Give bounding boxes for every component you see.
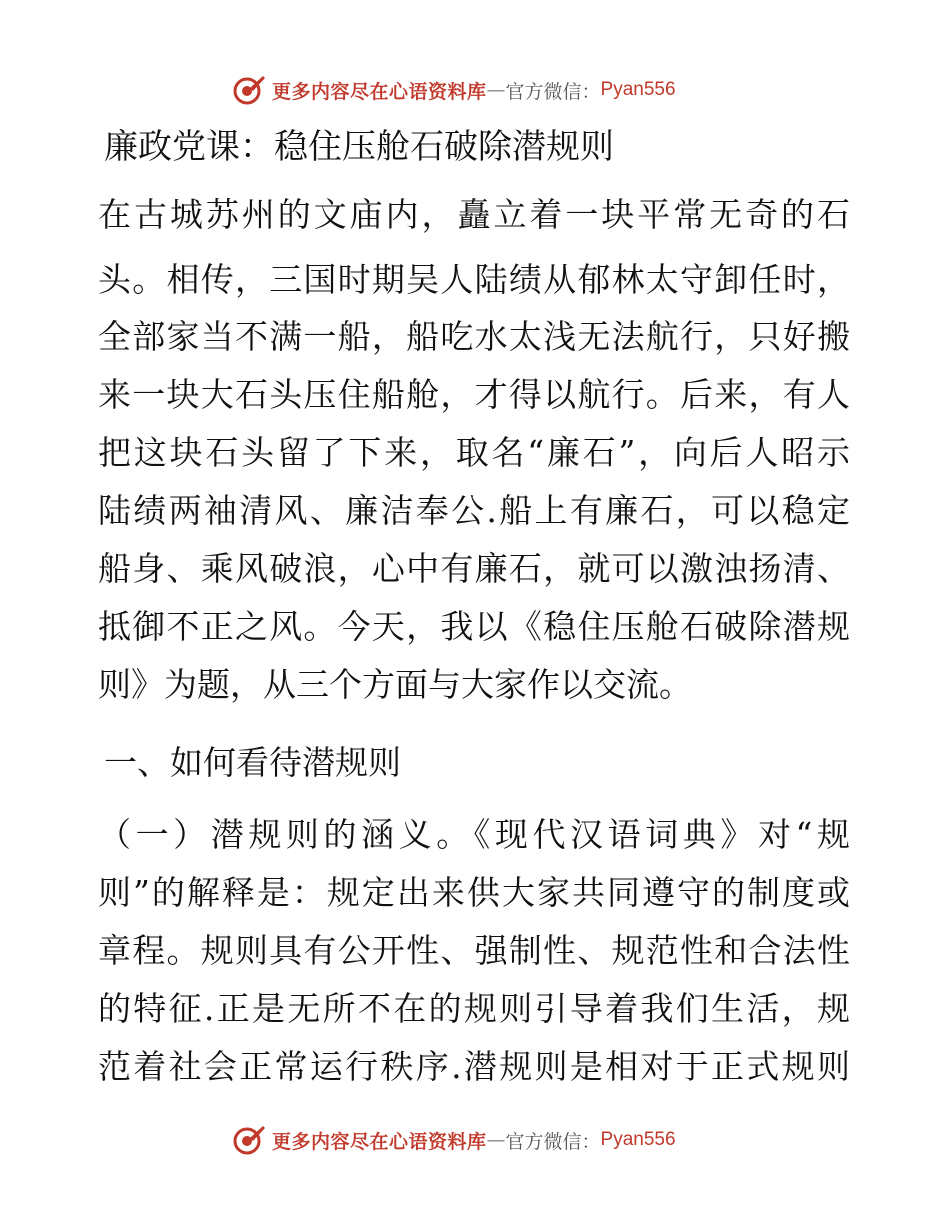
watermark-brand-text: 更多内容尽在心语资料库 [272,1130,487,1153]
paragraph-line: 全部家当不满一船，船吃水太浅无法航行，只好搬 [98,317,850,356]
paragraph-line: 船身、乘风破浪，心中有廉石，就可以激浊扬清、 [98,549,850,588]
paragraph-line: 则”的解释是：规定出来供大家共同遵守的制度或 [98,873,850,912]
paragraph-line: 抵御不正之风。今天，我以《稳住压舱石破除潜规 [98,607,850,646]
watermark-separator: — [486,1129,506,1151]
paragraph-line: （一）潜规则的涵义。《现代汉语词典》对“规 [98,815,850,854]
paragraph-line: 在古城苏州的文庙内，矗立着一块平常无奇的石 [98,195,850,234]
watermark-wechat-label: 官方微信： [505,1130,601,1153]
watermark-wechat-id: Pyan556 [600,79,676,100]
footer-watermark [232,1122,676,1158]
watermark-brand-text: 更多内容尽在心语资料库 [272,80,487,103]
paragraph-line: 则》为题，从三个方面与大家作以交流。 [98,665,692,704]
paragraph-line: 范着社会正常运行秩序.潜规则是相对于正式规则 [98,1047,850,1086]
quill-logo-icon [232,1123,266,1157]
paragraph-line: 陆绩两袖清风、廉洁奉公.船上有廉石，可以稳定 [98,491,850,530]
section-heading: 一、如何看待潜规则 [104,743,401,782]
quill-logo-icon [232,73,266,107]
watermark-separator: — [486,79,506,101]
header-watermark [232,72,676,108]
paragraph-line: 把这块石头留了下来，取名“廉石”，向后人昭示 [98,433,850,472]
paragraph-line: 头。相传，三国时期吴人陆绩从郁林太守卸任时， [98,260,850,299]
document-title: 廉政党课：稳住压舱石破除潜规则 [104,127,614,167]
watermark-wechat-label: 官方微信： [505,80,601,103]
paragraph-line: 来一块大石头压住船舱，才得以航行。后来，有人 [98,375,850,414]
paragraph-line: 章程。规则具有公开性、强制性、规范性和合法性 [98,931,850,970]
watermark-wechat-id: Pyan556 [600,1129,676,1150]
paragraph-line: 的特征.正是无所不在的规则引导着我们生活，规 [98,989,850,1028]
